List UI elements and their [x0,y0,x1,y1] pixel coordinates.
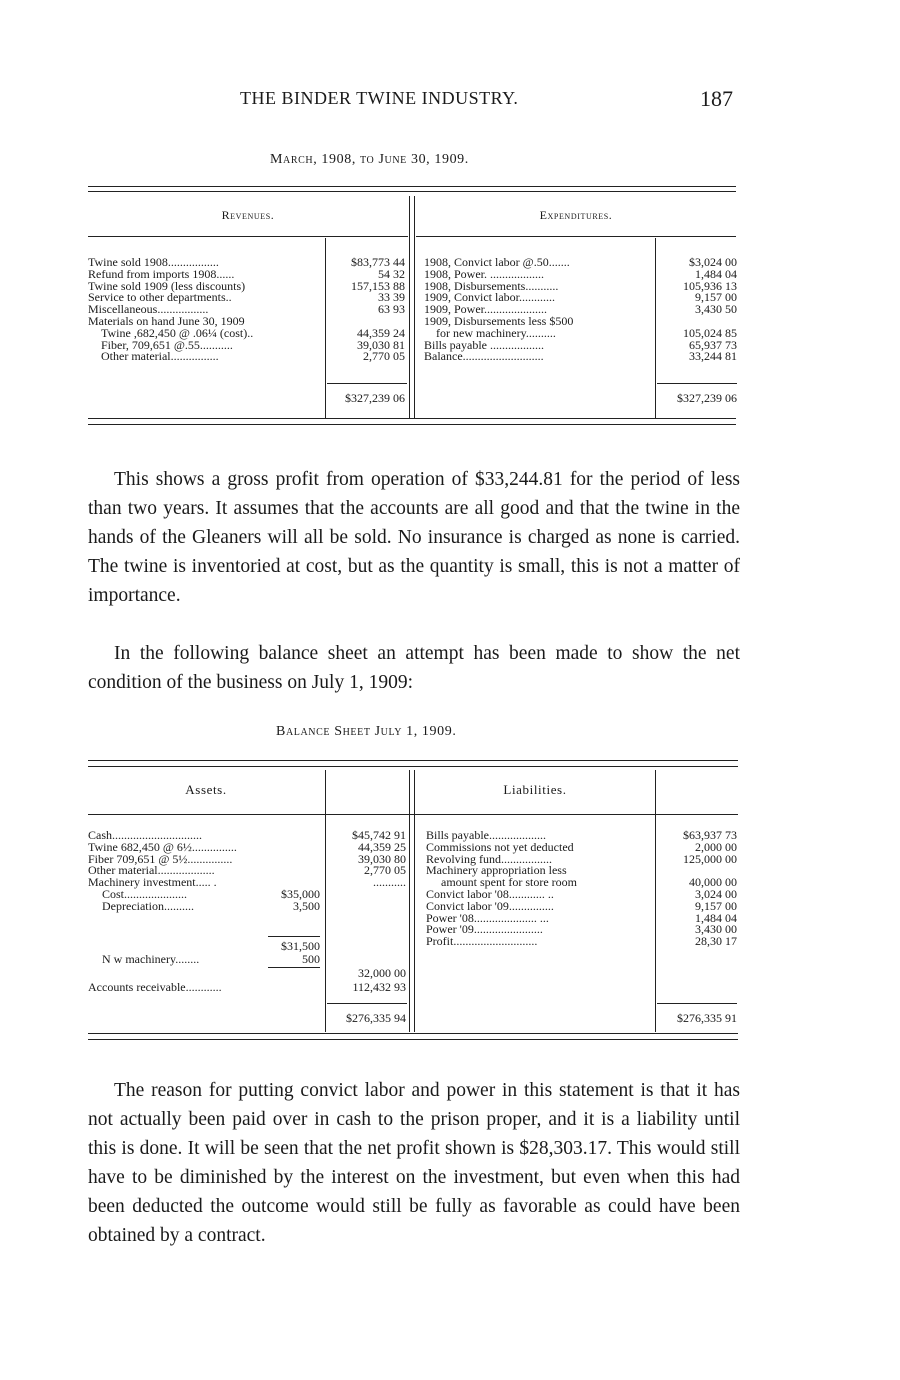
expenditure-row-label: for new machinery.......... [436,325,556,340]
liability-row-label: Convict labor '09............... [426,898,554,913]
revenue-row-amount: 39,030 81 [357,337,405,352]
liability-row-amount: 40,000 00 [689,875,737,890]
liability-row-amount: 28,30 17 [695,934,737,949]
paragraph-1-text: This shows a gross profit from operation of $33,244.81 for the period of less than two years. It assumes that the accounts are all good and that the twine in the hands of the Gleaners will all be sold. No insurance is charged as none is carried. The twine is inventoried at cost, but as the quantity is small, this is not a matter of importance. [88,469,740,606]
table2-top-rule [88,760,738,761]
revenue-row-label: Miscellaneous................. [88,302,209,317]
revenue-row-label: Fiber, 709,651 @.55........... [101,337,233,352]
asset-row-label: Twine 682,450 @ 6½............... [88,839,237,854]
table1-bottom-rule-2 [88,424,736,425]
revenue-row-amount: 2,770 05 [363,349,405,364]
expenditure-row-amount: 65,937 73 [689,337,737,352]
table2-top-rule-2 [88,766,738,767]
expenditures-header: Expenditures. [539,208,613,222]
paragraph-2 [88,639,740,697]
table1-caption: March, 1908, to June 30, 1909. [270,152,469,167]
asset-row-amount: ........... [373,875,406,890]
revenue-row-amount: 63 93 [378,302,405,317]
revenue-row-label: Materials on hand June 30, 1909 [88,314,245,328]
table2-divider-a [409,770,410,1032]
asset-row-label: Other material................... [88,863,215,878]
table1-divider-b [414,196,415,418]
expenditure-row-label: 1909, Convict labor............ [424,290,555,305]
liability-row-amount: 2,000 00 [695,839,737,854]
liability-row-label: Power '08..................... ... [426,910,549,925]
expenditure-row-label: 1908, Disbursements........... [424,278,559,293]
revenues-total-rule [327,383,407,384]
revenue-row-label: Refund from imports 1908...... [88,266,235,281]
expenditure-row-amount: 105,936 13 [683,278,737,293]
new-machinery-value: 500 [302,952,320,966]
table1-top-rule-2 [88,191,736,192]
liability-row-label: Revolving fund................. [426,851,552,866]
expenditure-row-label: 1908, Power. .................. [424,266,544,281]
liabilities-total-rule [657,1003,737,1004]
expenditures-header-rule [416,236,736,237]
liability-row-label: amount spent for store room [441,875,577,890]
paragraph-3 [88,1076,740,1250]
liabilities-header: Liabilities. [503,782,567,797]
assets-header: Assets. [185,782,227,797]
asset-row-label: Fiber 709,651 @ 5½............... [88,851,233,866]
paragraph-1 [88,465,740,610]
expenditure-row-label: Balance........................... [424,349,544,364]
liability-row-amount: 9,157 00 [695,898,737,913]
subtotal-rule [268,936,320,937]
liability-row-label: Power '09....................... [426,922,543,937]
asset-row-amount: 2,770 05 [364,863,406,878]
revenue-row-amount: 44,359 24 [357,325,405,340]
liability-row-label: Profit............................ [426,934,538,949]
table2-caption: Balance Sheet July 1, 1909. [276,724,457,739]
running-header: THE BINDER TWINE INDUSTRY. [240,88,519,108]
revenues-amount-rule [325,238,326,418]
table2-bottom-rule [88,1033,738,1034]
paragraph-3-text: The reason for putting convict labor and power in this statement is that it has not actually been paid over in cash to the prison proper, and it is a liability until this is done. It will be seen that the net profit shown is $28,303.17. This would still have to be diminished by the interest on the investment, but even when this had been deducted the outcome would still be fully as favorable as could have been obtained by a contract. [88,1080,740,1246]
revenue-row-label: Service to other departments.. [88,290,232,305]
expenditures-total: $327,239 06 [677,391,737,405]
revenue-row-amount: 54 32 [378,266,405,281]
asset-row-label: Cash.............................. [88,828,202,842]
table2-divider-b [414,770,415,1032]
table2-header-rule [88,814,738,815]
revenues-header: Revenues. [221,208,275,222]
machinery-subtotal: $31,500 [281,939,320,953]
assets-total-rule [327,1003,407,1004]
revenues-header-rule [88,236,408,237]
liability-row-label: Convict labor '08............ .. [426,887,554,901]
revenue-row-label: Twine sold 1909 (less discounts) [88,278,246,293]
assets-amount-rule [325,770,326,1032]
expenditure-row-amount: $3,024 00 [689,255,737,269]
revenue-row-amount: 157,153 88 [351,278,405,293]
asset-row-amount: 39,030 80 [358,851,406,866]
table1-bottom-rule [88,418,736,419]
expenditure-row-label: 1909, Disbursements less $500 [424,314,574,328]
asset-row-amount: 44,359 25 [358,839,406,854]
page-number: 187 [700,86,733,111]
liability-row-amount: $63,937 73 [683,828,737,842]
liability-row-amount: 125,000 00 [683,851,737,866]
expenditure-row-amount: 3,430 50 [695,302,737,317]
liability-row-label: Bills payable................... [426,828,546,842]
liabilities-total: $276,335 91 [677,1011,737,1025]
revenue-row-label: Other material................ [101,349,219,364]
liability-row-amount: 1,484 04 [695,910,737,925]
paragraph-2-text: In the following balance sheet an attempt has been made to show the net condition of the business on July 1, 1909: [88,643,740,693]
expenditure-row-label: 1909, Power..................... [424,302,547,317]
asset-row-amount: $45,742 91 [352,828,406,842]
revenue-row-amount: $83,773 44 [351,255,405,269]
asset-row-label: Depreciation.......... [102,898,194,913]
revenue-row-label: Twine ,682,450 @ .06¼ (cost).. [101,325,254,340]
assets-total: $276,335 94 [346,1011,406,1025]
table2-bottom-rule-2 [88,1039,738,1040]
expenditures-total-rule [657,383,737,384]
asset-row-label: Cost..................... [102,887,188,901]
expenditure-row-amount: 9,157 00 [695,290,737,305]
revenues-total: $327,239 06 [345,391,405,405]
liabilities-amount-rule [655,770,656,1032]
liability-row-label: Commissions not yet deducted [426,839,574,854]
accounts-receivable-label: Accounts receivable............ [88,980,222,994]
machinery-total: 32,000 00 [358,966,406,980]
new-machinery-label: N w machinery........ [102,952,200,966]
revenue-row-amount: 33 39 [378,290,405,305]
table1-divider-a [409,196,410,418]
expenditure-row-amount: 1,484 04 [695,266,737,281]
asset-row-label: Machinery investment..... . [88,875,217,890]
revenue-row-label: Twine sold 1908................. [88,255,219,269]
expenditures-amount-rule [655,238,656,418]
accounts-receivable-value: 112,432 93 [352,980,406,994]
new-machinery-rule [268,967,320,968]
liability-row-amount: 3,430 00 [695,922,737,937]
table1-top-rule [88,186,736,187]
liability-row-label: Machinery appropriation less [426,863,567,878]
expenditure-row-amount: 105,024 85 [683,325,737,340]
asset-row-subamount: 3,500 [293,898,320,913]
expenditure-row-label: Bills payable .................. [424,337,544,352]
expenditure-row-amount: 33,244 81 [689,349,737,364]
liability-row-amount: 3,024 00 [695,887,737,901]
asset-row-subamount: $35,000 [281,887,320,901]
expenditure-row-label: 1908, Convict labor @.50....... [424,255,570,269]
